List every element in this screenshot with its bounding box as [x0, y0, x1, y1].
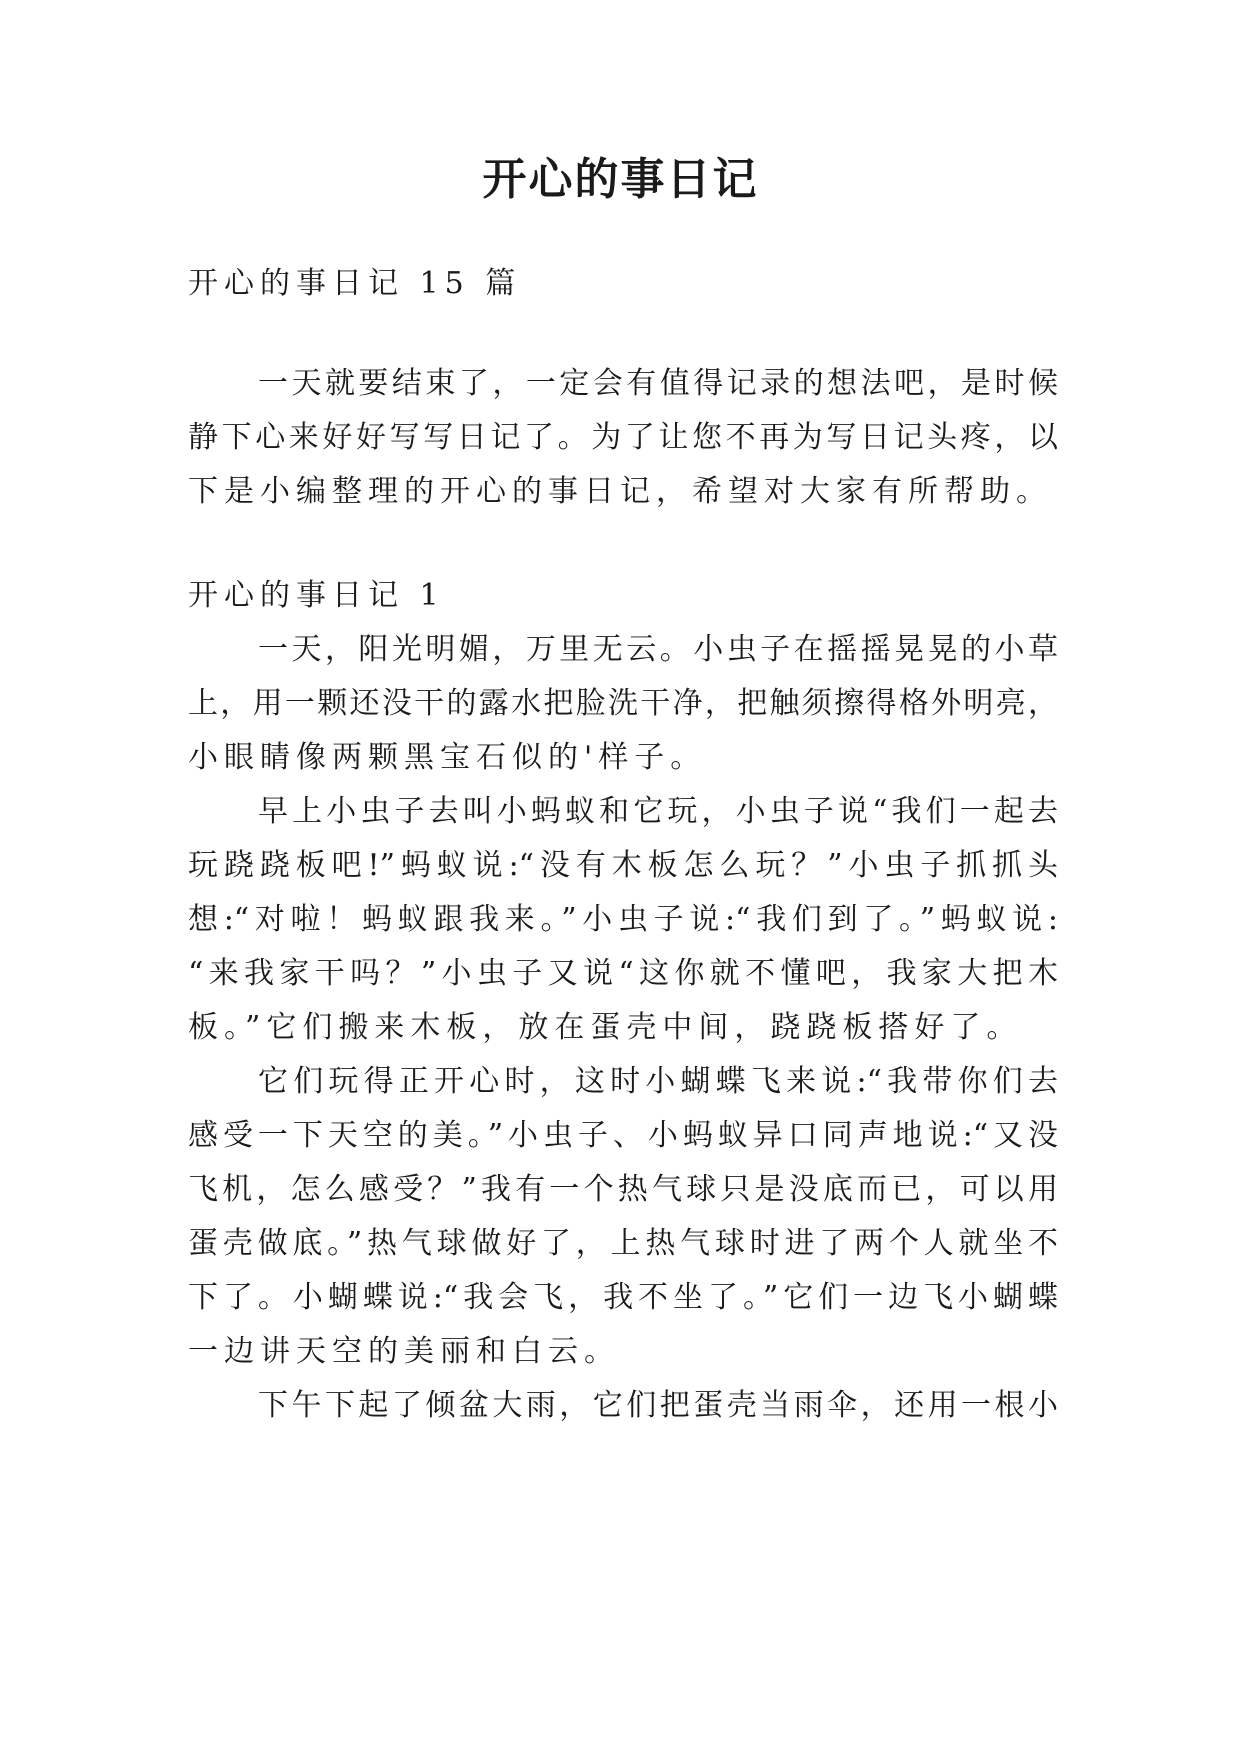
paragraph-line: 一天，阳光明媚，万里无云。小虫子在摇摇晃晃的小草: [258, 632, 1058, 667]
document-subtitle: 开心的事日记 15 篇: [188, 266, 522, 301]
intro-line: 下是小编整理的开心的事日记，希望对大家有所帮助。: [188, 474, 1052, 509]
paragraph-line: 小眼睛像两颗黑宝石似的'样子。: [188, 740, 707, 775]
intro-line: 静下心来好好写写日记了。为了让您不再为写日记头疼，以: [188, 420, 1058, 455]
paragraph-line: “来我家干吗？”小虫子又说“这你就不懂吧，我家大把木: [188, 956, 1058, 991]
paragraph-line: 早上小虫子去叫小蚂蚁和它玩，小虫子说“我们一起去: [258, 794, 1058, 829]
paragraph-line: 感受一下天空的美。”小虫子、小蚂蚁异口同声地说:“又没: [188, 1118, 1058, 1153]
paragraph-line: 玩跷跷板吧!”蚂蚁说:“没有木板怎么玩？”小虫子抓抓头: [188, 848, 1058, 883]
paragraph-line: 上，用一颗还没干的露水把脸洗干净，把触须擦得格外明亮，: [188, 686, 1058, 721]
paragraph-line: 一边讲天空的美丽和白云。: [188, 1334, 620, 1369]
paragraph-line: 下午下起了倾盆大雨，它们把蛋壳当雨伞，还用一根小: [258, 1388, 1058, 1423]
paragraph-line: 它们玩得正开心时，这时小蝴蝶飞来说:“我带你们去: [258, 1064, 1058, 1099]
document-title: 开心的事日记: [482, 154, 759, 205]
section-heading: 开心的事日记 1: [188, 578, 445, 613]
paragraph-line: 板。”它们搬来木板，放在蛋壳中间，跷跷板搭好了。: [188, 1010, 1023, 1045]
intro-line: 一天就要结束了，一定会有值得记录的想法吧，是时候: [258, 366, 1058, 401]
paragraph-line: 下了。小蝴蝶说:“我会飞，我不坐了。”它们一边飞小蝴蝶: [188, 1280, 1058, 1315]
paragraph-line: 飞机，怎么感受？”我有一个热气球只是没底而已，可以用: [188, 1172, 1058, 1207]
paragraph-line: 蛋壳做底。”热气球做好了，上热气球时进了两个人就坐不: [188, 1226, 1058, 1261]
paragraph-line: 想:“对啦！蚂蚁跟我来。”小虫子说:“我们到了。”蚂蚁说:: [188, 902, 1058, 937]
